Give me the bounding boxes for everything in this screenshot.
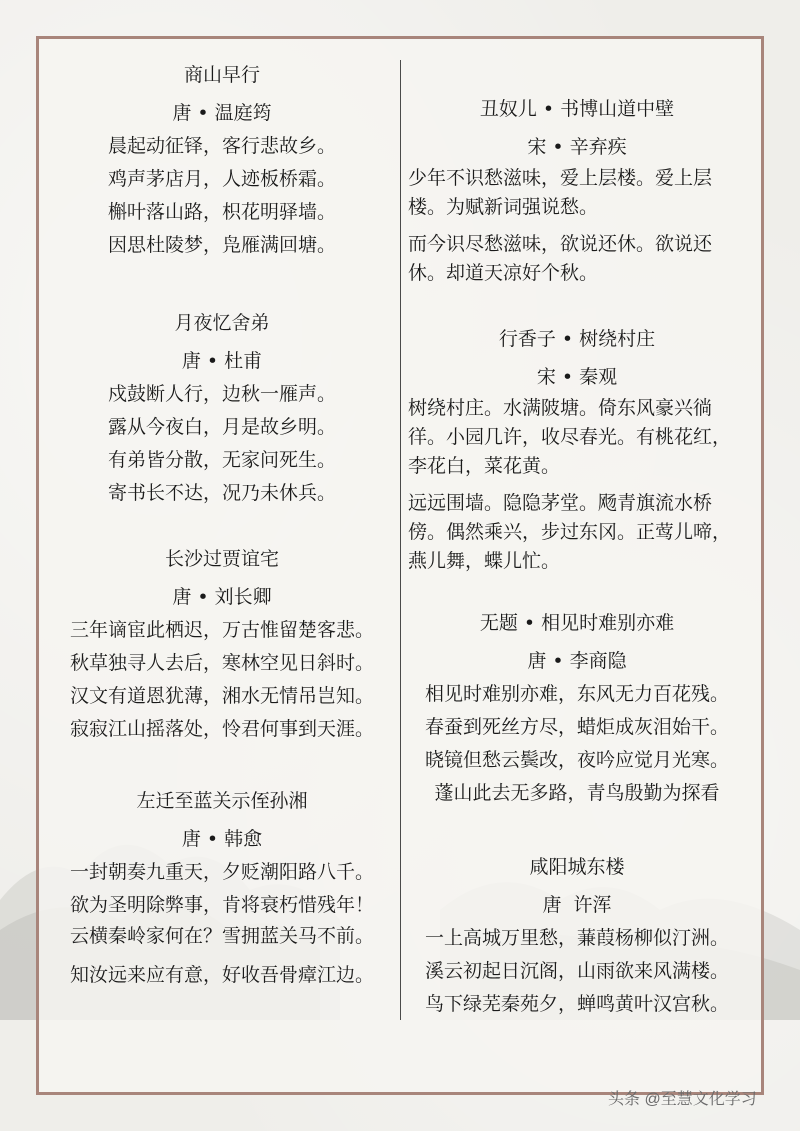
poem-title: 商山早行 — [183, 64, 260, 86]
poem-title: 左迁至蓝关示侄孙湘 — [136, 790, 308, 812]
poem-author: 宋 • 辛弃疾 — [527, 136, 627, 158]
poem-line: 树绕村庄。水满陂塘。倚东风豪兴徜徉。小园几许，收尽春光。有桃花红，李花白，菜花黄。 — [408, 397, 732, 477]
poem-xianyang-chengdong-lou — [408, 856, 746, 1021]
poem-line: 相见时难别亦难，东风无力百花残。 — [424, 683, 729, 705]
poem-line: 一封朝奏九重天，夕贬潮阳路八千。 — [69, 861, 374, 883]
poem-author: 唐 • 杜甫 — [181, 350, 263, 372]
poem-shangshan-zaoxing — [52, 64, 392, 262]
poem-line: 秋草独寻人去后，寒林空见日斜时。 — [69, 652, 374, 674]
poem-line: 晨起动征铎，客行悲故乡。 — [107, 135, 336, 157]
poem-title: 长沙过贾谊宅 — [164, 548, 279, 570]
poem-line: 晓镜但愁云鬓改，夜吟应觉月光寒。 — [424, 749, 729, 771]
poem-line: 云横秦岭家何在？雪拥蓝关马不前。 — [69, 925, 374, 947]
poem-line: 远远围墙。隐隐茅堂。飏青旗流水桥傍。偶然乘兴，步过东冈。正莺儿啼，燕儿舞，蝶儿忙。 — [408, 492, 732, 572]
poem-author: 唐 • 韩愈 — [181, 828, 263, 850]
poem-line: 鸟下绿芜秦苑夕，蝉鸣黄叶汉宫秋。 — [424, 993, 729, 1015]
column-divider — [400, 60, 401, 1020]
poem-line: 槲叶落山路，枳花明驿墙。 — [107, 201, 336, 223]
poem-author: 宋 • 秦观 — [536, 366, 618, 388]
poem-yueye-yi-shedi — [52, 312, 392, 510]
poem-title: 月夜忆舍弟 — [174, 312, 270, 334]
poem-xingxiangzi — [408, 328, 746, 584]
source-watermark: 头条 @至慧文化学习 — [608, 1091, 757, 1108]
poem-line: 蓬山此去无多路，青鸟殷勤为探看 — [434, 782, 720, 804]
poem-chounuer — [408, 98, 746, 296]
poem-line: 露从今夜白，月是故乡明。 — [107, 416, 336, 438]
poem-line: 寂寂江山摇落处，怜君何事到天涯。 — [69, 718, 374, 740]
poem-line: 一上高城万里愁，蒹葭杨柳似汀洲。 — [424, 927, 729, 949]
poem-author: 唐 • 刘长卿 — [172, 586, 272, 608]
right-column — [408, 0, 746, 1131]
poem-line: 鸡声茅店月，人迹板桥霜。 — [107, 168, 336, 190]
poem-line: 戍鼓断人行，边秋一雁声。 — [107, 383, 336, 405]
poem-title: 无题 • 相见时难别亦难 — [479, 612, 675, 634]
poem-line: 溪云初起日沉阁，山雨欲来风满楼。 — [424, 960, 729, 982]
poem-author: 唐 许浑 — [542, 894, 612, 916]
poem-line: 三年谪宦此栖迟，万古惟留楚客悲。 — [69, 619, 374, 641]
poem-line: 少年不识愁滋味，爱上层楼。爱上层楼。为赋新词强说愁。 — [408, 167, 713, 218]
poem-author: 唐 • 温庭筠 — [172, 102, 272, 124]
left-column — [52, 0, 392, 1131]
poem-line: 春蚕到死丝方尽，蜡炬成灰泪始干。 — [424, 716, 729, 738]
poem-title: 丑奴儿 • 书博山道中壁 — [479, 98, 675, 120]
poem-wuti — [408, 612, 746, 810]
poem-changsha-guo-jiayi-zhai — [52, 548, 392, 746]
poem-title: 行香子 • 树绕村庄 — [498, 328, 656, 350]
poem-zuoqian-zhi-languan — [52, 790, 392, 992]
poem-line: 有弟皆分散，无家问死生。 — [107, 449, 336, 471]
poem-title: 咸阳城东楼 — [529, 856, 625, 878]
poem-line: 知汝远来应有意，好收吾骨瘴江边。 — [69, 964, 374, 986]
poem-line: 寄书长不达，况乃未休兵。 — [107, 482, 336, 504]
poem-line: 因思杜陵梦，凫雁满回塘。 — [107, 234, 336, 256]
poem-line: 汉文有道恩犹薄，湘水无情吊岂知。 — [69, 685, 374, 707]
poem-author: 唐 • 李商隐 — [527, 650, 627, 672]
poem-line: 欲为圣明除弊事，肯将衰朽惜残年！ — [69, 894, 374, 916]
poem-line: 而今识尽愁滋味，欲说还休。欲说还休。却道天凉好个秋。 — [408, 233, 713, 284]
